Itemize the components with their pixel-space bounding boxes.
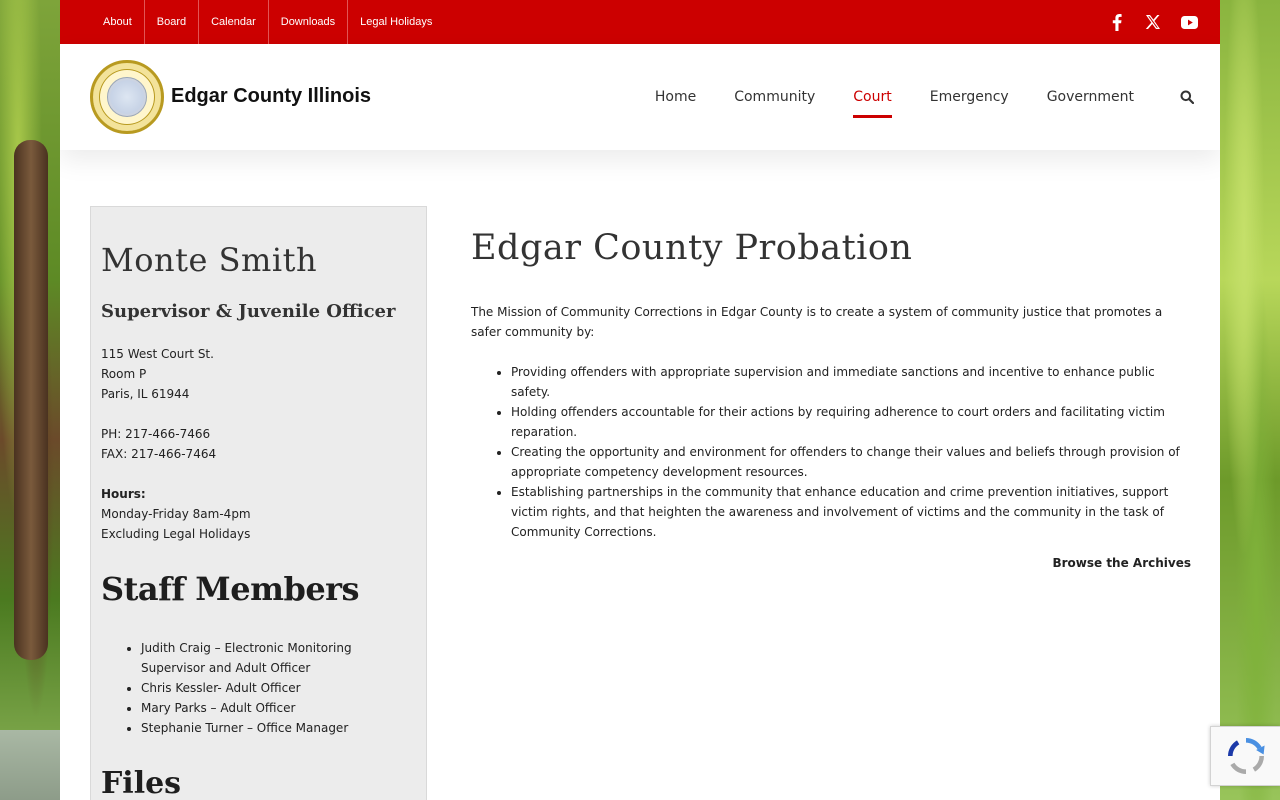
address-line: Paris, IL 61944 — [101, 387, 190, 401]
tree-trunk — [14, 140, 48, 660]
nav-court[interactable]: Court — [853, 83, 891, 111]
address-line: 115 West Court St. — [101, 347, 214, 361]
staff-member: • Chris Kessler- Adult Officer — [141, 678, 416, 698]
top-nav-about[interactable]: About — [103, 16, 132, 28]
phone-number: PH: 217-466-7466 — [101, 427, 211, 441]
contact-name: Monte Smith — [101, 241, 318, 279]
hours-line: Excluding Legal Holidays — [101, 527, 251, 541]
search-icon[interactable] — [1180, 90, 1194, 104]
top-nav — [91, 0, 444, 44]
hours-label: Hours: — [101, 487, 146, 501]
site-title[interactable]: Edgar County Illinois — [171, 85, 372, 107]
nav-community[interactable]: Community — [734, 89, 816, 105]
road — [0, 730, 60, 800]
top-nav-board[interactable]: Board — [144, 0, 198, 44]
recaptcha-badge[interactable] — [1210, 726, 1280, 786]
hours-line: Monday-Friday 8am-4pm — [101, 507, 251, 521]
staff-list — [101, 638, 416, 738]
page-container — [60, 0, 1220, 800]
main-content — [471, 228, 1191, 570]
files-heading: Files — [101, 766, 182, 800]
mission-statement: The Mission of Community Corrections in Edgar County is to create a system of community justice that promotes a safer community by: — [471, 305, 1163, 339]
top-nav-downloads[interactable]: Downloads — [268, 0, 347, 44]
nav-government[interactable]: Government — [1046, 89, 1134, 105]
list-item: • Establishing partnerships in the community that enhance education and crime prevention initiatives, support victim rights, and that heighten the awareness and involvement of victims and the community in the task of Community Corrections. — [511, 482, 1191, 542]
staff-member: • Stephanie Turner – Office Manager — [141, 718, 416, 738]
site-header — [60, 44, 1220, 150]
address-line: Room P — [101, 367, 147, 381]
recaptcha-icon — [1224, 734, 1268, 778]
background-forest-right — [1220, 0, 1280, 800]
staff-member: • Mary Parks – Adult Officer — [141, 698, 416, 718]
list-item: • Creating the opportunity and environment for offenders to change their values and beliefs through provision of appropriate competency development resources. — [511, 442, 1191, 482]
top-bar — [60, 0, 1220, 44]
browse-archives-link[interactable]: Browse the Archives — [1052, 556, 1191, 570]
background-forest-left — [0, 0, 60, 800]
staff-member: • Judith Craig – Electronic Monitoring Supervisor and Adult Officer — [141, 638, 416, 678]
social-links — [1108, 0, 1198, 44]
contact-title: Supervisor & Juvenile Officer — [101, 301, 396, 322]
youtube-icon[interactable] — [1180, 13, 1198, 31]
nav-home[interactable]: Home — [654, 89, 697, 105]
main-nav — [617, 44, 1194, 150]
seal-emblem — [107, 77, 147, 117]
list-item: • Holding offenders accountable for their actions by requiring adherence to court orders and facilitating victim reparation. — [511, 402, 1191, 442]
fax-number: FAX: 217-466-7464 — [101, 447, 217, 461]
top-nav-calendar[interactable]: Calendar — [198, 0, 268, 44]
page-title: Edgar County Probation — [471, 228, 913, 268]
staff-heading: Staff Members — [101, 570, 360, 608]
list-item: • Providing offenders with appropriate supervision and immediate sanctions and incentive to enhance public safety. — [511, 362, 1191, 402]
mission-list — [471, 362, 1191, 542]
top-nav-legal-holidays[interactable]: Legal Holidays — [347, 0, 444, 44]
sidebar — [90, 206, 427, 800]
contact-info — [101, 344, 416, 544]
x-twitter-icon[interactable] — [1144, 13, 1162, 31]
county-seal-logo[interactable] — [90, 60, 164, 134]
nav-emergency[interactable]: Emergency — [929, 89, 1009, 105]
facebook-icon[interactable] — [1108, 13, 1126, 31]
